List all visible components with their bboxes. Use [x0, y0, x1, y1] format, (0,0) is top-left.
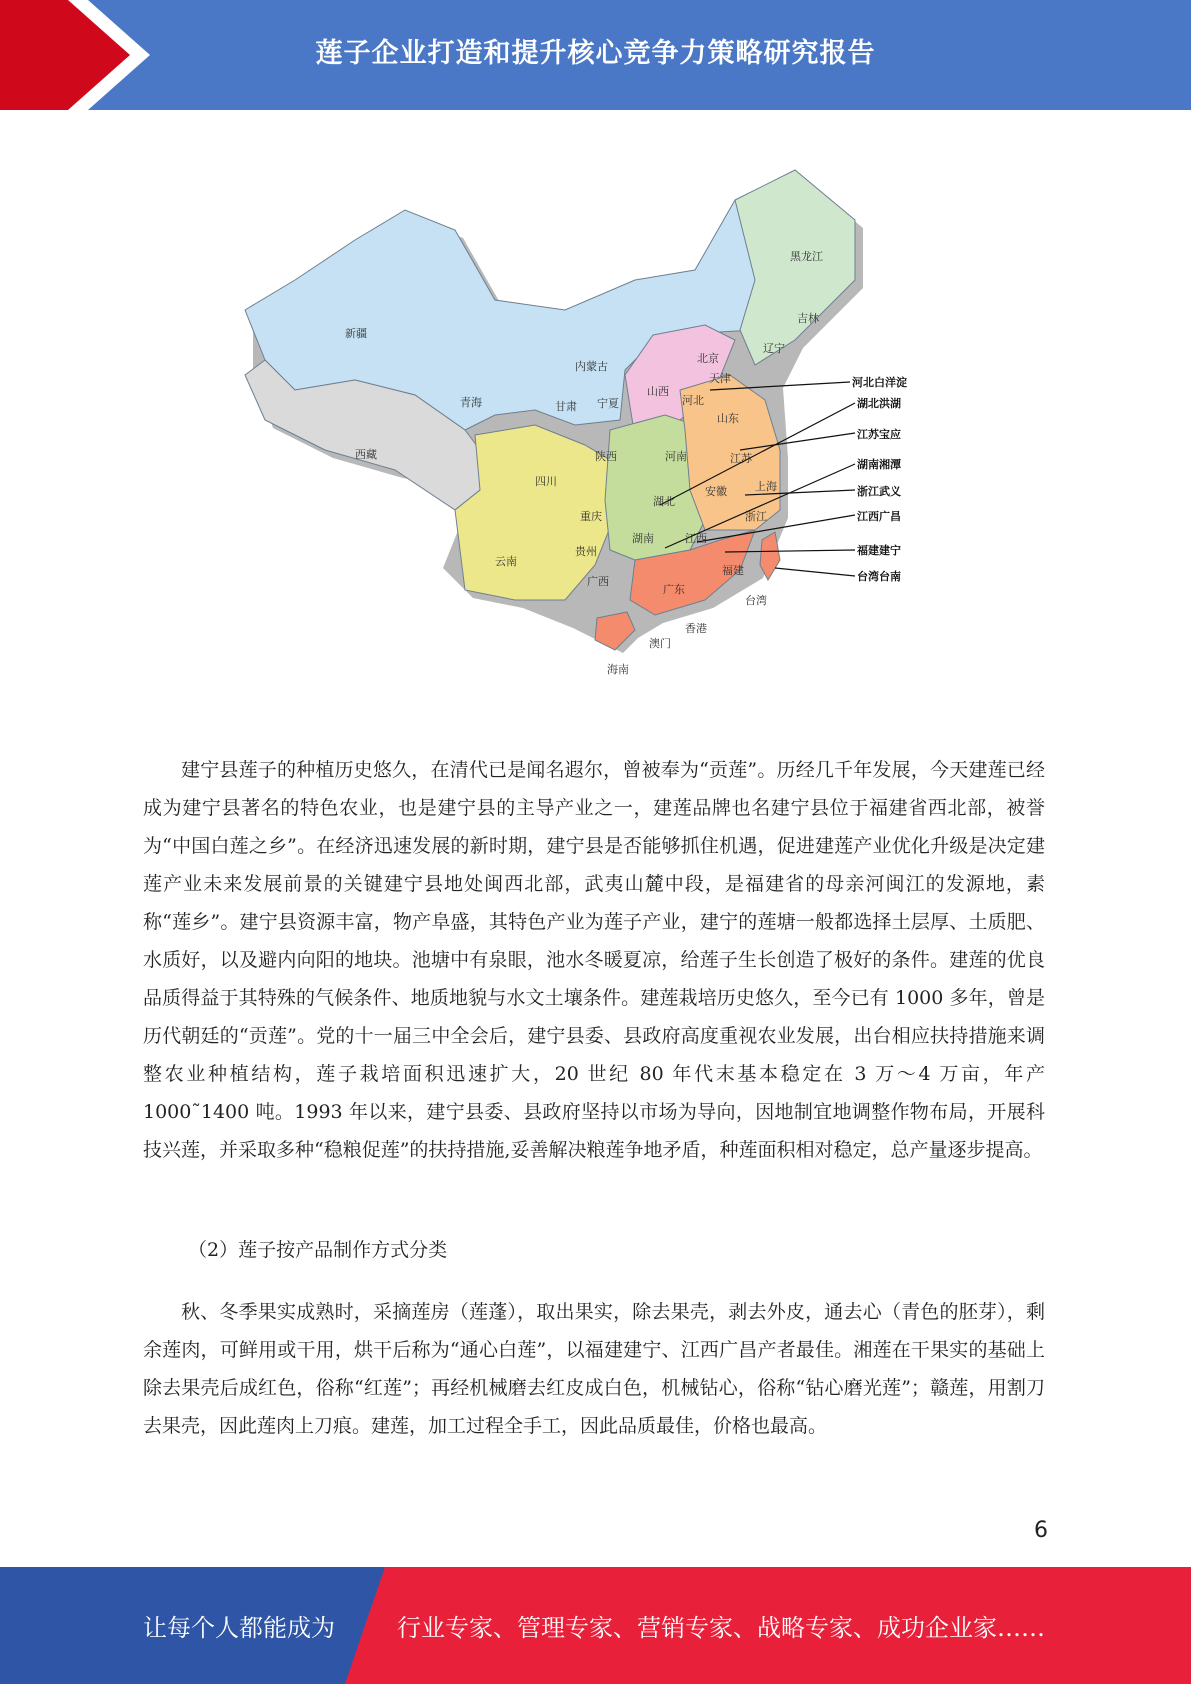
province-label: 西藏: [355, 448, 377, 461]
footer-band: [0, 1567, 1191, 1684]
callout-label: 湖南湘潭: [857, 458, 901, 471]
callout-label: 福建建宁: [857, 544, 901, 557]
province-label: 吉林: [797, 312, 819, 325]
province-label: 宁夏: [597, 397, 619, 410]
callout-label: 台湾台南: [857, 570, 901, 583]
province-label: 河南: [665, 450, 687, 463]
china-lotus-map: [235, 160, 955, 705]
province-label: 北京: [697, 352, 719, 365]
callout-label: 浙江武义: [857, 485, 901, 498]
province-label: 澳门: [649, 637, 671, 650]
province-label: 湖南: [632, 532, 654, 545]
province-label: 新疆: [345, 327, 367, 340]
callout-label: 湖北洪湖: [857, 397, 901, 410]
body-paragraph: 建宁县莲子的种植历史悠久，在清代已是闻名遐尔，曾被奉为“贡莲”。历经几千年发展，今天建莲已经成为建宁县著名的特色农业，也是建宁县的主导产业之一，建莲品牌也名建宁县位于福建省西北部，被誉为“中国白莲之乡”。在经济迅速发展的新时期，建宁县是否能够抓住机遇，促进建莲产业优化升级是决定建莲产业未来发展前景的关键建宁县地处闽西北部，武夷山麓中段，是福建省的母亲河闽江的发源地，素称“莲乡”。建宁县资源丰富，物产阜盛，其特色产业为莲子产业，建宁的莲塘一般都选择土层厚、土质肥、水质好，以及避内向阳的地块。池塘中有泉眼，池水冬暖夏凉，给莲子生长创造了极好的条件。建莲的优良品质得益于其特殊的气候条件、地质地貌与水文土壤条件。建莲栽培历史悠久，至今已有 1000 多年，曾是历代朝廷的“贡莲”。党的十一届三中全会后，建宁县委、县政府高度重视农业发展，出台相应扶持措施来调整农业种植结构，莲子栽培面积迅速扩大，20 世纪 80 年代末基本稳定在 3 万～4 万亩，年产 1000˜1400 吨。1993 年以来，建宁县委、县政府坚持以市场为导向，因地制宜地调整作物布局，开展科技兴莲，并采取多种“稳粮促莲”的扶持措施,妥善解决粮莲争地矛盾，种莲面积相对稳定，总产量逐步提高。: [143, 759, 1045, 1161]
callout-label: 河北白洋淀: [852, 376, 907, 389]
page-number: 6: [1034, 1518, 1048, 1543]
province-label: 福建: [722, 564, 744, 577]
footer-slogan-right: 行业专家、管理专家、营销专家、战略专家、成功企业家……: [397, 1614, 1045, 1642]
province-label: 江苏: [730, 452, 752, 465]
province-label: 黑龙江: [790, 250, 823, 263]
province-label: 安徽: [705, 485, 727, 498]
province-label: 山西: [647, 385, 669, 398]
province-label: 江西: [685, 532, 707, 545]
province-label: 甘肃: [555, 400, 577, 413]
province-label: 重庆: [580, 510, 602, 523]
body-paragraph: 秋、冬季果实成熟时，采摘莲房（莲蓬），取出果实，除去果壳，剥去外皮，通去心（青色的胚芽），剩余莲肉，可鲜用或干用，烘干后称为“通心白莲”，以福建建宁、江西广昌产者最佳。湘莲在干果实的基础上除去果壳后成红色，俗称“红莲”；再经机械磨去红皮成白色，机械钻心，俗称“钻心磨光莲”；赣莲，用割刀去果壳，因此莲肉上刀痕。建莲，加工过程全手工，因此品质最佳，价格也最高。: [143, 1301, 1045, 1437]
province-label: 浙江: [745, 510, 767, 523]
report-title: 莲子企业打造和提升核心竞争力策略研究报告: [315, 37, 876, 69]
callout-label: 江苏宝应: [857, 428, 901, 441]
province-label: 云南: [495, 555, 517, 568]
province-label: 河北: [682, 394, 704, 407]
province-label: 广东: [663, 583, 685, 596]
province-label: 贵州: [575, 545, 597, 558]
province-label: 海南: [607, 663, 629, 676]
province-label: 上海: [755, 480, 777, 493]
province-label: 内蒙古: [575, 360, 608, 373]
region-northeast: [735, 170, 855, 365]
province-label: 天津: [709, 372, 731, 385]
footer-slogan-left: 让每个人都能成为: [143, 1614, 335, 1642]
province-label: 陕西: [595, 450, 617, 463]
province-label: 辽宁: [763, 342, 785, 355]
province-label: 香港: [685, 622, 707, 635]
callout-label: 江西广昌: [857, 510, 901, 523]
section-subheading: （2）莲子按产品制作方式分类: [188, 1239, 448, 1261]
province-label: 四川: [535, 475, 557, 488]
province-label: 山东: [717, 412, 739, 425]
province-label: 湖北: [653, 495, 675, 508]
province-label: 青海: [460, 396, 482, 409]
province-label: 台湾: [745, 594, 767, 607]
province-label: 广西: [587, 575, 609, 588]
header-band: [0, 0, 1191, 110]
